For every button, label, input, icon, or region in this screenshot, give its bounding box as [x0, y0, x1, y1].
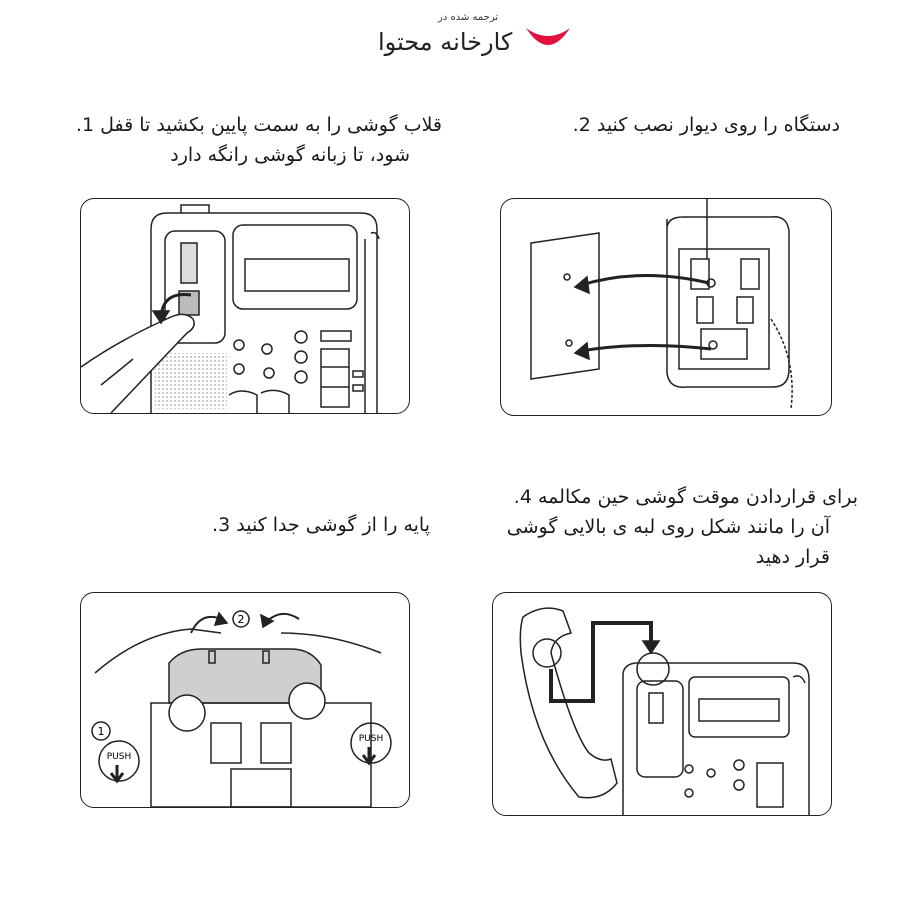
logo-brand-name: کارخانه محتوا — [378, 28, 513, 56]
step-1-line-1: قلاب گوشی را به سمت پایین بکشید تا قفل — [100, 114, 442, 136]
step-4-line-1: برای قراردادن موقت گوشی حین مکالمه — [537, 486, 858, 508]
brand-logo — [370, 8, 590, 64]
figure-4-handset-rest-panel — [492, 592, 832, 816]
push-label-left: PUSH — [106, 752, 132, 762]
figure-2-wall-mount-panel — [500, 198, 832, 416]
phone-hook-illustration — [81, 199, 409, 413]
step-2-text — [520, 110, 840, 140]
step-1-line-2: شود، تا زبانه گوشی رانگه دارد — [170, 144, 410, 166]
figure-1-hook-panel — [80, 198, 410, 414]
handset-rest-illustration — [493, 593, 831, 815]
step-4-number: 4. — [513, 486, 532, 508]
logo-tagline: ترجمه شده در — [438, 12, 499, 23]
step-1-number: 1. — [75, 114, 95, 136]
smile-logo-icon — [522, 22, 574, 52]
step-4-line-2: آن را مانند شکل روی لبه ی بالایی گوشی — [506, 516, 830, 538]
step-3-number: 3. — [212, 514, 231, 536]
step-2-number: 2. — [572, 114, 591, 136]
stand-step-2-label: 2 — [237, 613, 245, 626]
push-label-right: PUSH — [358, 734, 384, 744]
step-3-text — [170, 510, 430, 540]
figure-3-remove-stand-panel — [80, 592, 410, 808]
step-2-line-1: دستگاه را روی دیوار نصب کنید — [596, 114, 840, 136]
step-1-text — [30, 110, 442, 170]
step-4-text — [470, 482, 858, 572]
step-3-line-1: پایه را از گوشی جدا کنید — [236, 514, 430, 536]
step-4-line-3: قرار دهید — [755, 546, 830, 568]
stand-step-1-label: 1 — [97, 725, 105, 738]
wall-mount-illustration — [501, 199, 831, 415]
remove-stand-illustration — [81, 593, 409, 807]
